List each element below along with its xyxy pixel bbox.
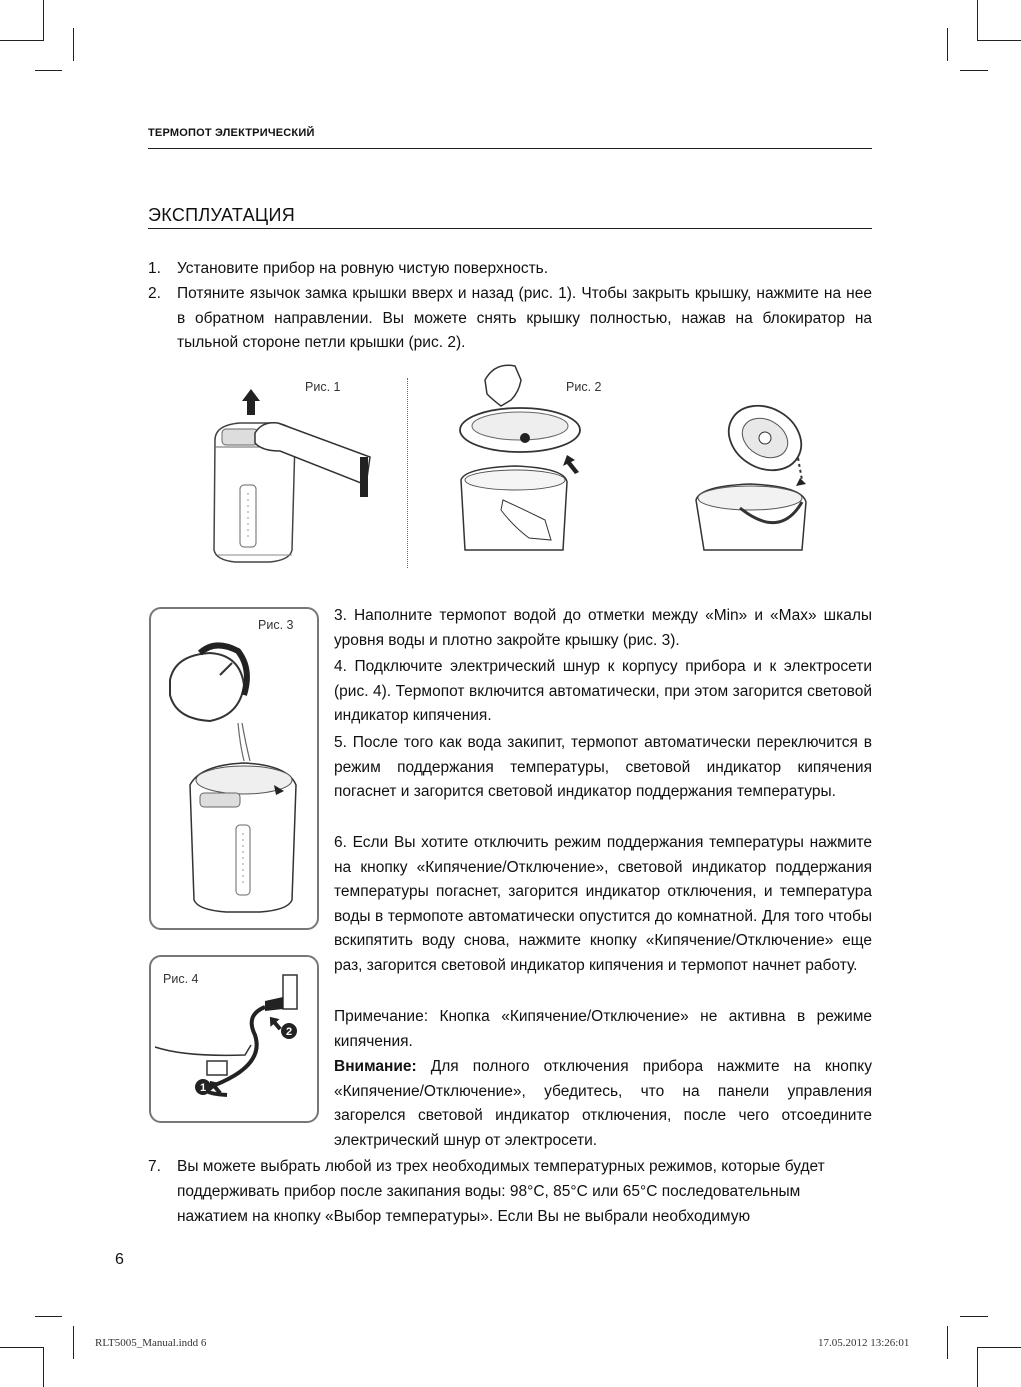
crop-mark [960, 70, 988, 71]
crop-mark [73, 28, 74, 61]
step-1-text: Установите прибор на ровную чистую поверхность. [177, 260, 549, 277]
warning-block [334, 1055, 872, 1153]
crop-mark [977, 0, 978, 41]
crop-mark [947, 28, 948, 61]
step-1-number: 1. [148, 260, 161, 277]
step-2-text: Потяните язычок замка крышки вверх и назад (рис. 1). Чтобы закрыть крышку, нажмите на нее в обратном направлении. Вы можете снять крышку полностью, нажав на блокиратор на тыльной стороне петли крышки (рис. 2). [177, 285, 872, 351]
note-text: Примечание: Кнопка «Кипячение/Отключение» не активна в режиме кипячения. [334, 1008, 872, 1050]
section-rule [148, 228, 872, 229]
step-7-number: 7. [148, 1158, 161, 1175]
crop-mark [947, 1326, 948, 1359]
figure-3-caption: Рис. 3 [258, 618, 294, 632]
figure-1-illustration [200, 385, 380, 565]
badge-1: 1 [199, 1082, 207, 1094]
figure-4-illustration [155, 975, 310, 1115]
header-rule [148, 148, 872, 149]
figure-3-illustration [160, 635, 310, 920]
figure-1-caption: Рис. 1 [305, 380, 341, 394]
figure-4-caption: Рис. 4 [163, 972, 199, 986]
crop-mark [73, 1326, 74, 1359]
page-number: 6 [115, 1251, 124, 1268]
crop-mark [977, 1347, 1021, 1348]
crop-mark [43, 1347, 44, 1387]
step-5-text: 5. После того как вода закипит, термопот автоматически переключится в режим поддержания температуры, световой индикатор кипячения погаснет и загорится световой индикатор поддержания температуры. [334, 734, 872, 800]
step-4-text: 4. Подключите электрический шнур к корпусу прибора и к электросети (рис. 4). Термопот включится автоматически, при этом загорится световой индикатор кипячения. [334, 658, 872, 724]
badge-2: 2 [285, 1026, 293, 1038]
figure-2-caption: Рис. 2 [566, 380, 602, 394]
crop-mark [977, 1347, 978, 1387]
crop-mark [43, 0, 44, 41]
crop-mark [0, 1347, 44, 1348]
running-header: ТЕРМОПОТ ЭЛЕКТРИЧЕСКИЙ [148, 127, 315, 139]
crop-mark [35, 70, 62, 71]
crop-mark [35, 1316, 62, 1317]
crop-mark [977, 40, 1021, 41]
crop-mark [960, 1316, 988, 1317]
figure-divider [407, 378, 408, 568]
step-7-line-2: поддерживать прибор после закипания воды: 98°С, 85°С или 65°С последовательным [177, 1183, 801, 1200]
warning-text: Для полного отключения прибора нажмите на кнопку «Кипячение/Отключение», убедитесь, что на панели управления загорелся световой индикатор отключения, после чего отсоедините электрический шнур от электросети. [334, 1058, 872, 1149]
footer-file: RLT5005_Manual.indd 6 [95, 1337, 207, 1349]
step-7-line-3: нажатием на кнопку «Выбор температуры». Если Вы не выбрали необходимую [177, 1208, 751, 1225]
warning-label: Внимание: [334, 1058, 417, 1075]
step-7-line-1: Вы можете выбрать любой из трех необходимых температурных режимов, которые будет [177, 1158, 825, 1175]
figure-2-illustration [455, 360, 595, 555]
footer-timestamp: 17.05.2012 13:26:01 [818, 1337, 910, 1349]
step-3-text: 3. Наполните термопот водой до отметки между «Min» и «Max» шкалы уровня воды и плотно закройте крышку (рис. 3). [334, 607, 872, 649]
figure-2b-illustration [690, 390, 820, 555]
section-title: ЭКСПЛУАТАЦИЯ [148, 205, 296, 225]
step-6-text: 6. Если Вы хотите отключить режим поддержания температуры нажмите на кнопку «Кипячение/Отключение», световой индикатор поддержания температуры погаснет, загорится индикатор отключения, и температура воды в термопоте автоматически опустится до комнатной. Для того чтобы вскипятить воду снова, нажмите кнопку «Кипячение/Отключение» еще раз, загорится световой индикатор кипячения и термопот начнет работу. [334, 834, 872, 974]
step-2-number: 2. [148, 285, 161, 302]
crop-mark [0, 40, 44, 41]
